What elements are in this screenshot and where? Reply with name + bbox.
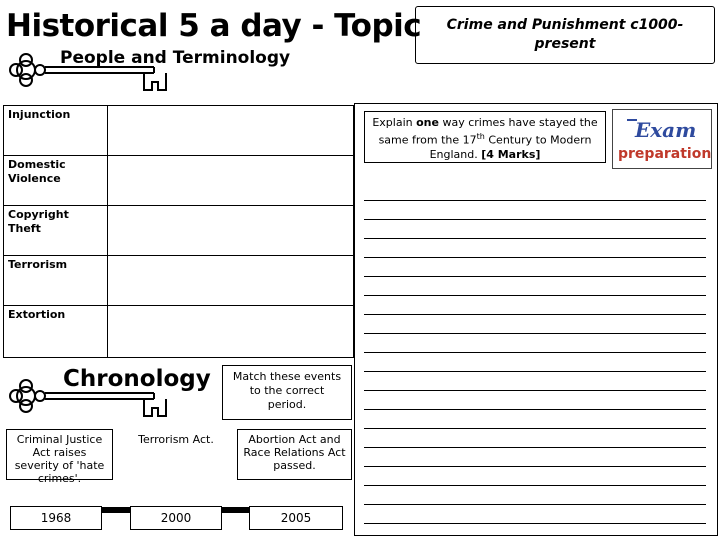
- table-row: [4, 256, 354, 306]
- table-row: [4, 106, 354, 156]
- definition-cell[interactable]: [108, 156, 354, 206]
- term-copyright-theft: Copyright Theft: [4, 206, 108, 256]
- answer-lines[interactable]: [364, 182, 706, 528]
- section-subtitle: People and Terminology: [60, 48, 291, 68]
- logo-word-exam: Exam: [635, 118, 697, 142]
- event-card[interactable]: Terrorism Act.: [138, 433, 214, 446]
- page-title: Historical 5 a day - Topic: [6, 8, 422, 44]
- event-card[interactable]: Criminal Justice Act raises severity of 'hate crimes'.: [6, 429, 113, 480]
- exam-preparation-logo: [612, 109, 712, 169]
- table-row: [4, 306, 354, 358]
- event-card[interactable]: Abortion Act and Race Relations Act passed.: [237, 429, 352, 480]
- term-terrorism: Terrorism: [4, 256, 108, 306]
- exam-logo-graphic: [613, 110, 713, 170]
- date-box[interactable]: 2005: [249, 506, 343, 530]
- definition-cell[interactable]: [108, 206, 354, 256]
- date-box[interactable]: 1968: [10, 506, 102, 530]
- table-row: [4, 156, 354, 206]
- match-instruction: Match these events to the correct period.: [222, 365, 352, 420]
- table-row: [4, 206, 354, 256]
- definition-cell[interactable]: [108, 256, 354, 306]
- topic-label: Crime and Punishment c1000-present: [415, 6, 715, 64]
- question-emphasis: one: [416, 116, 439, 129]
- question-text: way crimes have stayed the same from the 17: [378, 116, 598, 147]
- chronology-title: Chronology: [63, 366, 211, 392]
- definition-cell[interactable]: [108, 306, 354, 358]
- question-marks: [4 Marks]: [481, 147, 541, 161]
- term-extortion: Extortion: [4, 306, 108, 358]
- exam-question: [364, 111, 606, 163]
- terminology-table: [3, 105, 354, 358]
- date-box[interactable]: 2000: [130, 506, 222, 530]
- logo-word-preparation: preparation: [618, 146, 712, 162]
- question-text: Century to Modern England.: [429, 133, 592, 161]
- question-text: Explain: [372, 116, 417, 129]
- question-superscript: th: [476, 132, 485, 141]
- term-domestic-violence: Domestic Violence: [4, 156, 108, 206]
- definition-cell[interactable]: [108, 106, 354, 156]
- term-injunction: Injunction: [4, 106, 108, 156]
